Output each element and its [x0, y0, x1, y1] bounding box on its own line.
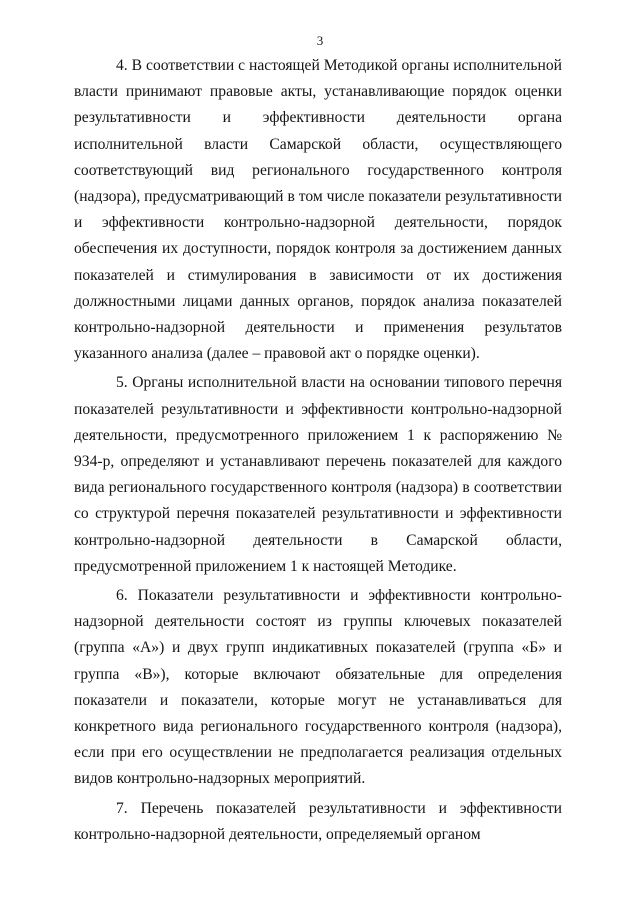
paragraph-5: 5. Органы исполнительной власти на основании типового перечня показателей результативности и эффективности контрольно-надзорной деятельности, предусмотренного приложением 1 к распоряжению № 934-р, определяют и устанавливают перечень показателей для каждого вида регионального государственного контроля (надзора) в соответствии со структурой перечня показателей результативности и эффективности контрольно-надзорной деятельности в Самарской области, предусмотренной приложением 1 к настоящей Методике. — [74, 374, 562, 575]
paragraph-6: 6. Показатели результативности и эффективности контрольно-надзорной деятельности состоят из группы ключевых показателей (группа «А») и двух групп индикативных показателей (группа «Б» и группа «В»), которые включают обязательные для определения показатели и показатели, которые могут не устанавливаться для конкретного вида регионального государственного контроля (надзора), если при его осуществлении не предполагается реализация отдельных видов контрольно-надзорных мероприятий. — [74, 587, 562, 788]
paragraph-7: 7. Перечень показателей результативности и эффективности контрольно-надзорной деятельности, определяемый органом — [74, 799, 562, 843]
paragraph-4: 4. В соответствии с настоящей Методикой органы исполнительной власти принимают правовые акты, устанавливающие порядок оценки результативности и эффективности деятельности органа исполнительной власти Самарской области, осуществляющего соответствующий вид регионального государственного контроля (надзора), предусматривающий в том числе показатели результативности и эффективности контрольно-надзорной деятельности, порядок обеспечения их доступности, порядок контроля за достижением данных показателей и стимулирования в зависимости от их достижения должностными лицами данных органов, порядок анализа показателей контрольно-надзорной деятельности и применения результатов указанного анализа (далее – правовой акт о порядке оценки). — [74, 57, 562, 363]
page-number: 3 — [316, 33, 324, 48]
document-body — [74, 53, 562, 848]
